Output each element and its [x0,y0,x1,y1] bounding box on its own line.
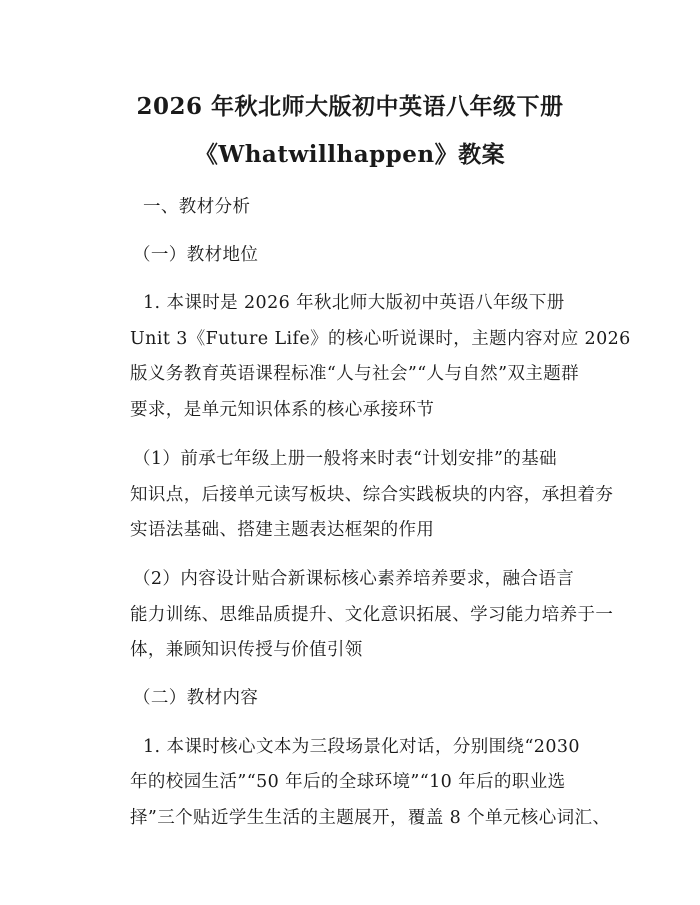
paragraph-line: 版义务教育英语课程标准“人与社会”“人与自然”双主题群 [130,364,580,384]
paragraph-line: 知识点，后接单元读写板块、综合实践板块的内容，承担着夯 [130,485,614,505]
section-heading-textbook-analysis: 一、教材分析 [143,197,251,217]
paragraph-line: 择”三个贴近学生生活的主题展开，覆盖 8 个单元核心词汇、 [130,808,611,828]
paragraph-line: 能力训练、思维品质提升、文化意识拓展、学习能力培养于一 [130,605,614,625]
paragraph-line: （1）前承七年级上册一般将来时表“计划安排”的基础 [133,449,558,469]
paragraph-line: 1. 本课时是 2026 年秋北师大版初中英语八年级下册 [143,293,565,313]
subsection-heading-textbook-content: （二）教材内容 [133,688,259,708]
paragraph-line: 体，兼顾知识传授与价值引领 [130,640,363,660]
paragraph-line: Unit 3《Future Life》的核心听说课时，主题内容对应 2026 [130,329,631,349]
paragraph-line: 1. 本课时核心文本为三段场景化对话，分别围绕“2030 [143,737,580,757]
document-title-line-2: 《Whatwillhappen》教案 [194,141,506,168]
paragraph-line: 要求，是单元知识体系的核心承接环节 [130,400,435,420]
subsection-heading-textbook-position: （一）教材地位 [133,245,259,265]
paragraph-line: （2）内容设计贴合新课标核心素养培养要求，融合语言 [133,569,575,589]
paragraph-line: 年的校园生活”“50 年后的全球环境”“10 年后的职业选 [130,772,566,792]
document-title-line-1: 2026 年秋北师大版初中英语八年级下册 [136,93,564,120]
paragraph-line: 实语法基础、搭建主题表达框架的作用 [130,520,435,540]
